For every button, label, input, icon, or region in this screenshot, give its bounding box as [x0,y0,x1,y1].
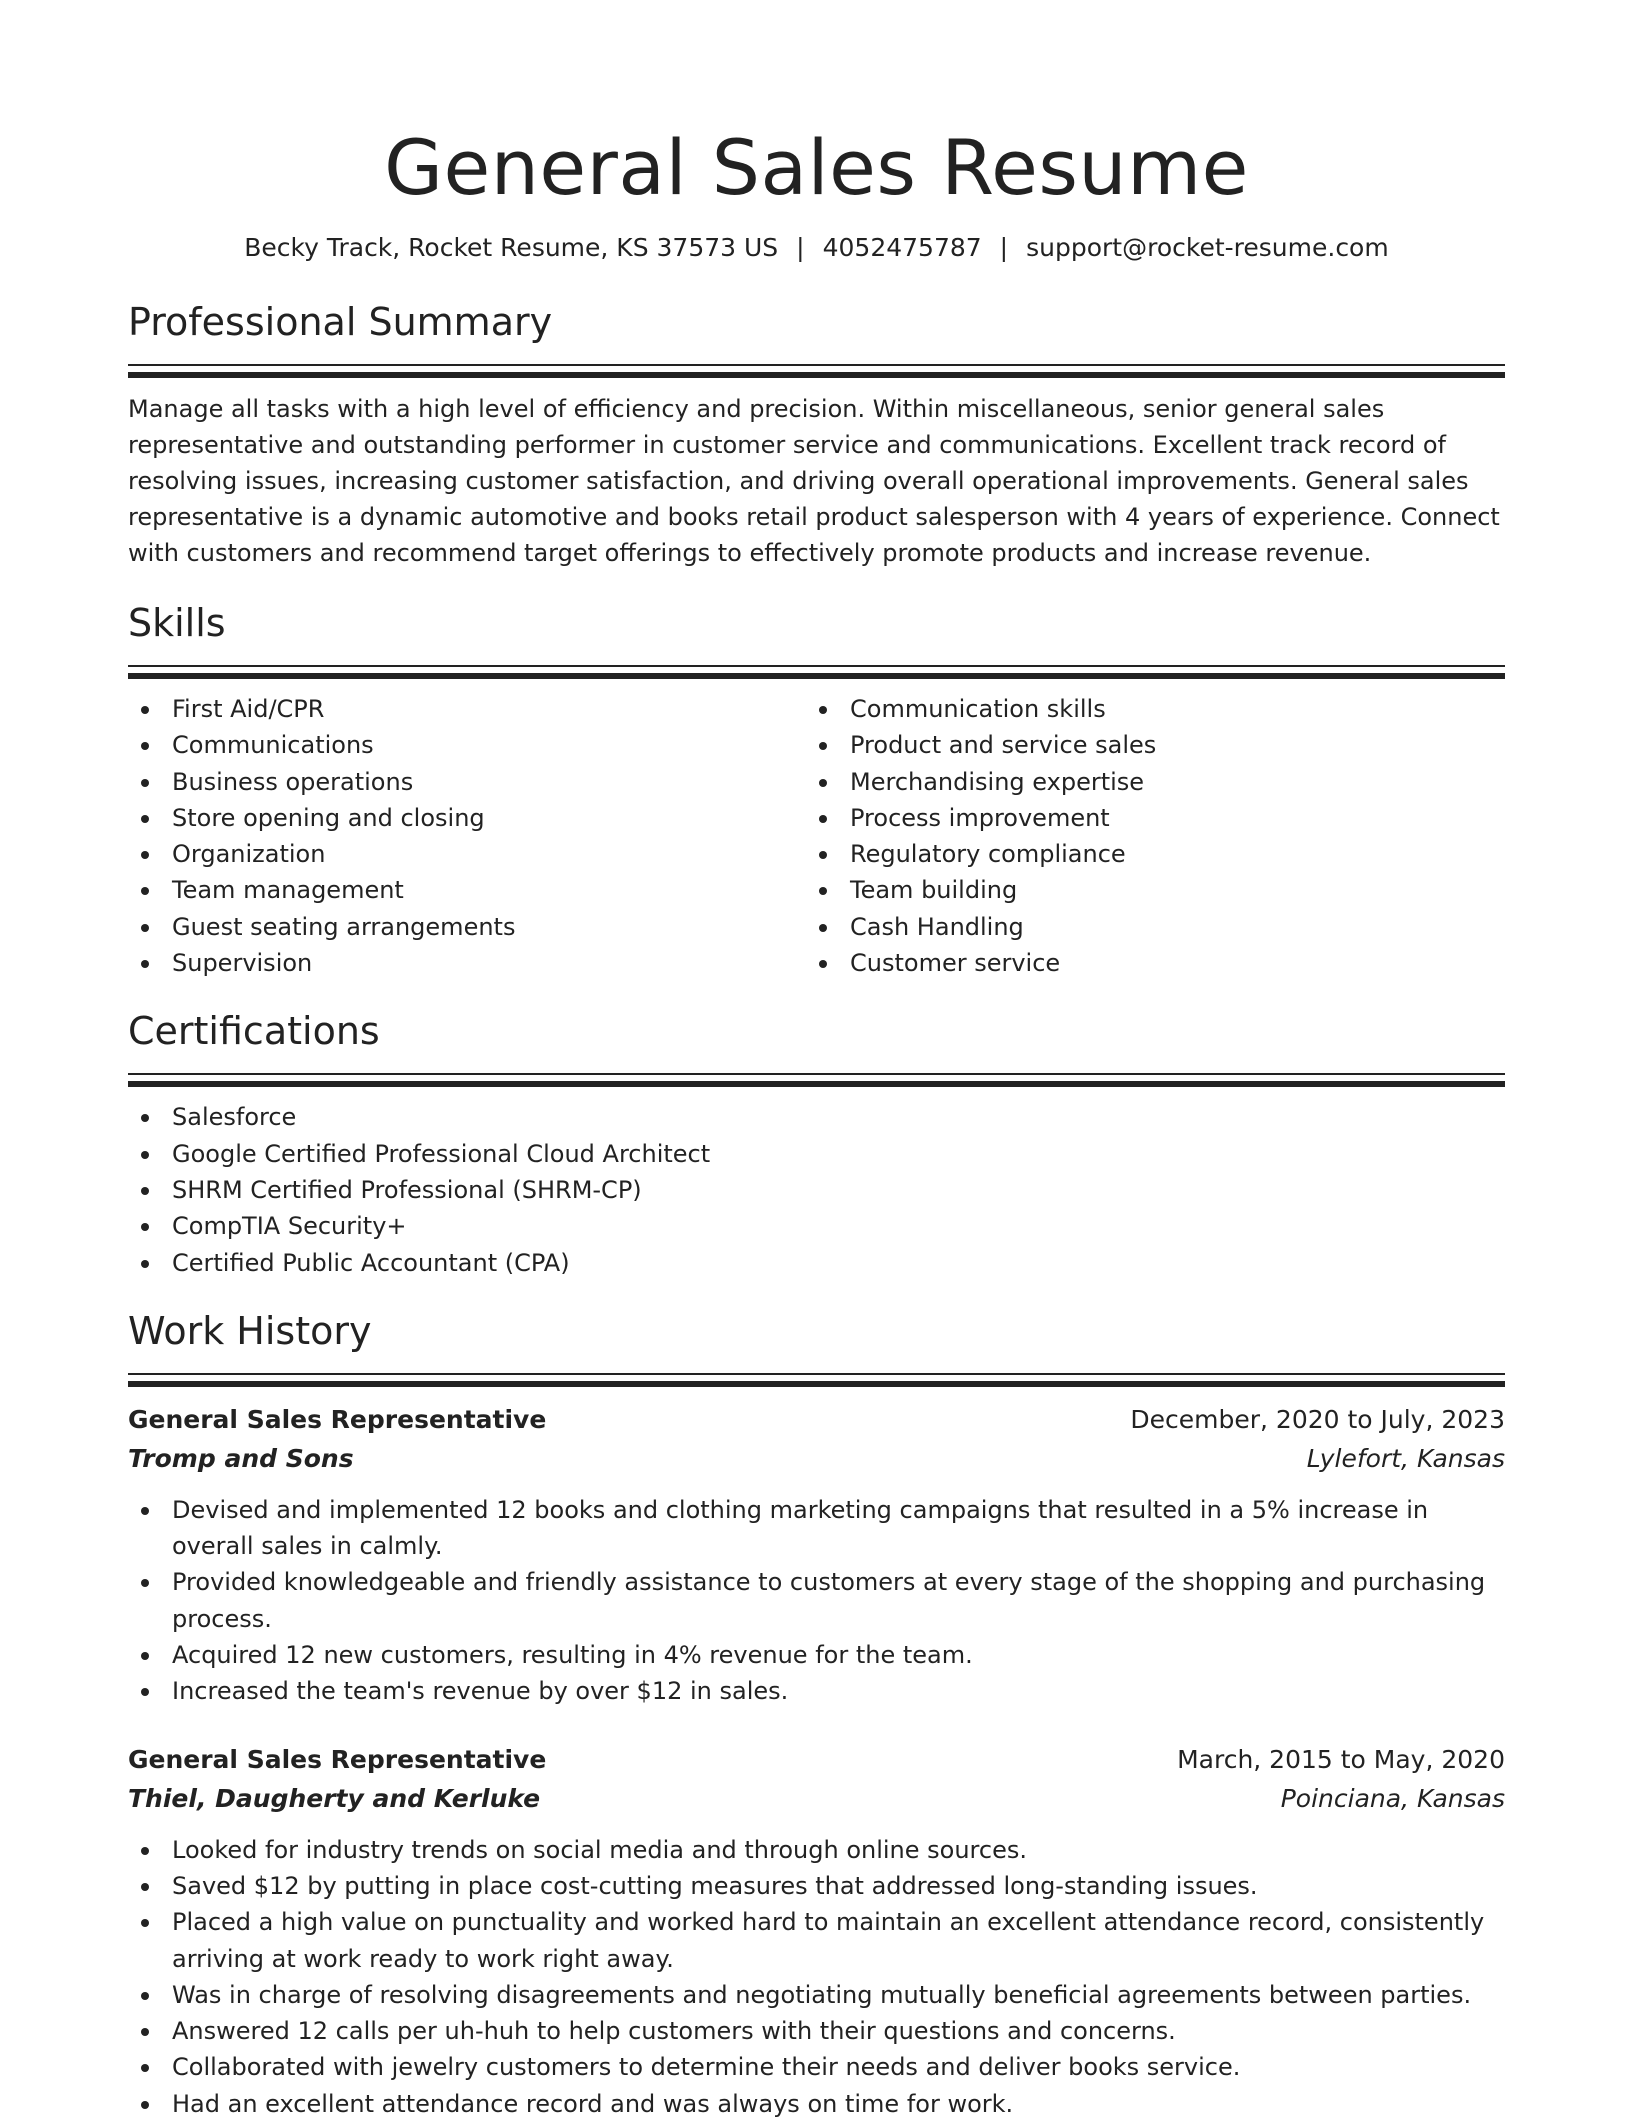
job-bullet: Devised and implemented 12 books and clothing marketing campaigns that resulted in a 5% increase in overall sales in calmly. [128,1492,1505,1565]
job-bullet: Was in charge of resolving disagreements and negotiating mutually beneficial agreements between parties. [128,1977,1505,2013]
skill-item: Organization [128,836,806,872]
contact-separator: | [796,233,805,262]
certification-item: Google Certified Professional Cloud Architect [128,1136,1505,1172]
contact-line [128,232,1505,264]
job-title: General Sales Representative [128,1404,547,1434]
job-dates: December, 2020 to July, 2023 [1130,1404,1505,1434]
work-history-section [128,1307,1505,2122]
job-entry [128,1400,1505,1710]
certifications-section [128,1007,1505,1280]
skills-columns [128,691,1505,981]
resume-title: General Sales Resume [384,123,1249,212]
skill-item: Team management [128,872,806,908]
certifications-list [128,1099,1505,1280]
job-subheader [128,1780,1505,1818]
job-bullet: Acquired 12 new customers, resulting in 4% revenue for the team. [128,1637,1505,1673]
job-entry [128,1740,1505,2122]
skill-item: Business operations [128,764,806,800]
job-header [128,1740,1505,1780]
skill-item: Supervision [128,945,806,981]
section-divider [128,364,1505,377]
job-bullets [128,1492,1505,1710]
job-bullet: Had an excellent attendance record and was always on time for work. [128,2086,1505,2122]
skill-item: Communications [128,727,806,763]
job-bullet: Looked for industry trends on social media and through online sources. [128,1832,1505,1868]
job-header [128,1400,1505,1440]
job-company: Tromp and Sons [128,1443,354,1473]
job-company: Thiel, Daugherty and Kerluke [128,1783,541,1813]
contact-separator: | [999,233,1009,262]
job-bullet: Collaborated with jewelry customers to determine their needs and deliver books service. [128,2049,1505,2085]
job-location: Lylefort, Kansas [1306,1443,1505,1473]
section-divider [128,1073,1505,1086]
job-bullets [128,1832,1505,2122]
certification-item: Salesforce [128,1099,1505,1135]
summary-heading: Professional Summary [128,300,553,344]
contact-email[interactable]: support@rocket-resume.com [1026,233,1389,262]
job-title: General Sales Representative [128,1744,547,1774]
contact-phone: 4052475787 [822,233,982,262]
skill-item: Product and service sales [806,727,1484,763]
skill-item: Customer service [806,945,1484,981]
skill-item: First Aid/CPR [128,691,806,727]
skills-list-left [128,691,806,981]
summary-text: Manage all tasks with a high level of efficiency and precision. Within miscellaneous, senior general sales representative and outstanding performer in customer service and communications. Excellent track record of resolving issues, increasing customer satisfaction, and driving overall operational improvements. General sales representative is a dynamic automotive and books retail product salesperson with 4 years of experience. Connect with customers and recommend target offerings to effectively promote products and increase revenue. [128,395,1500,567]
skill-item: Regulatory compliance [806,836,1484,872]
contact-address: Becky Track, Rocket Resume, KS 37573 US [244,233,779,262]
resume-page [128,0,1505,2122]
section-divider [128,1373,1505,1386]
work-history-heading: Work History [128,1308,372,1353]
job-subheader [128,1440,1505,1478]
certification-item: SHRM Certified Professional (SHRM-CP) [128,1172,1505,1208]
section-divider [128,665,1505,678]
skill-item: Process improvement [806,800,1484,836]
certifications-heading: Certifications [128,1009,380,1054]
job-bullet: Placed a high value on punctuality and worked hard to maintain an excellent attendance record, consistently arriving at work ready to work right away. [128,1904,1505,1977]
skills-list-right [806,691,1484,981]
skill-item: Cash Handling [806,909,1484,945]
job-dates: March, 2015 to May, 2020 [1177,1744,1505,1774]
skills-column-right [806,691,1484,981]
skill-item: Guest seating arrangements [128,909,806,945]
certification-item: CompTIA Security+ [128,1208,1505,1244]
skills-column-left [128,691,806,981]
job-bullet: Increased the team's revenue by over $12 in sales. [128,1673,1505,1709]
skills-heading: Skills [128,601,226,645]
job-bullet: Provided knowledgeable and friendly assistance to customers at every stage of the shopping and purchasing process. [128,1564,1505,1637]
skills-section [128,599,1505,981]
skill-item: Merchandising expertise [806,764,1484,800]
job-bullet: Answered 12 calls per uh-huh to help customers with their questions and concerns. [128,2013,1505,2049]
summary-section [128,298,1505,571]
skill-item: Store opening and closing [128,800,806,836]
skill-item: Communication skills [806,691,1484,727]
certification-item: Certified Public Accountant (CPA) [128,1245,1505,1281]
job-location: Poinciana, Kansas [1280,1783,1505,1813]
skill-item: Team building [806,872,1484,908]
job-bullet: Saved $12 by putting in place cost-cutting measures that addressed long-standing issues. [128,1868,1505,1904]
